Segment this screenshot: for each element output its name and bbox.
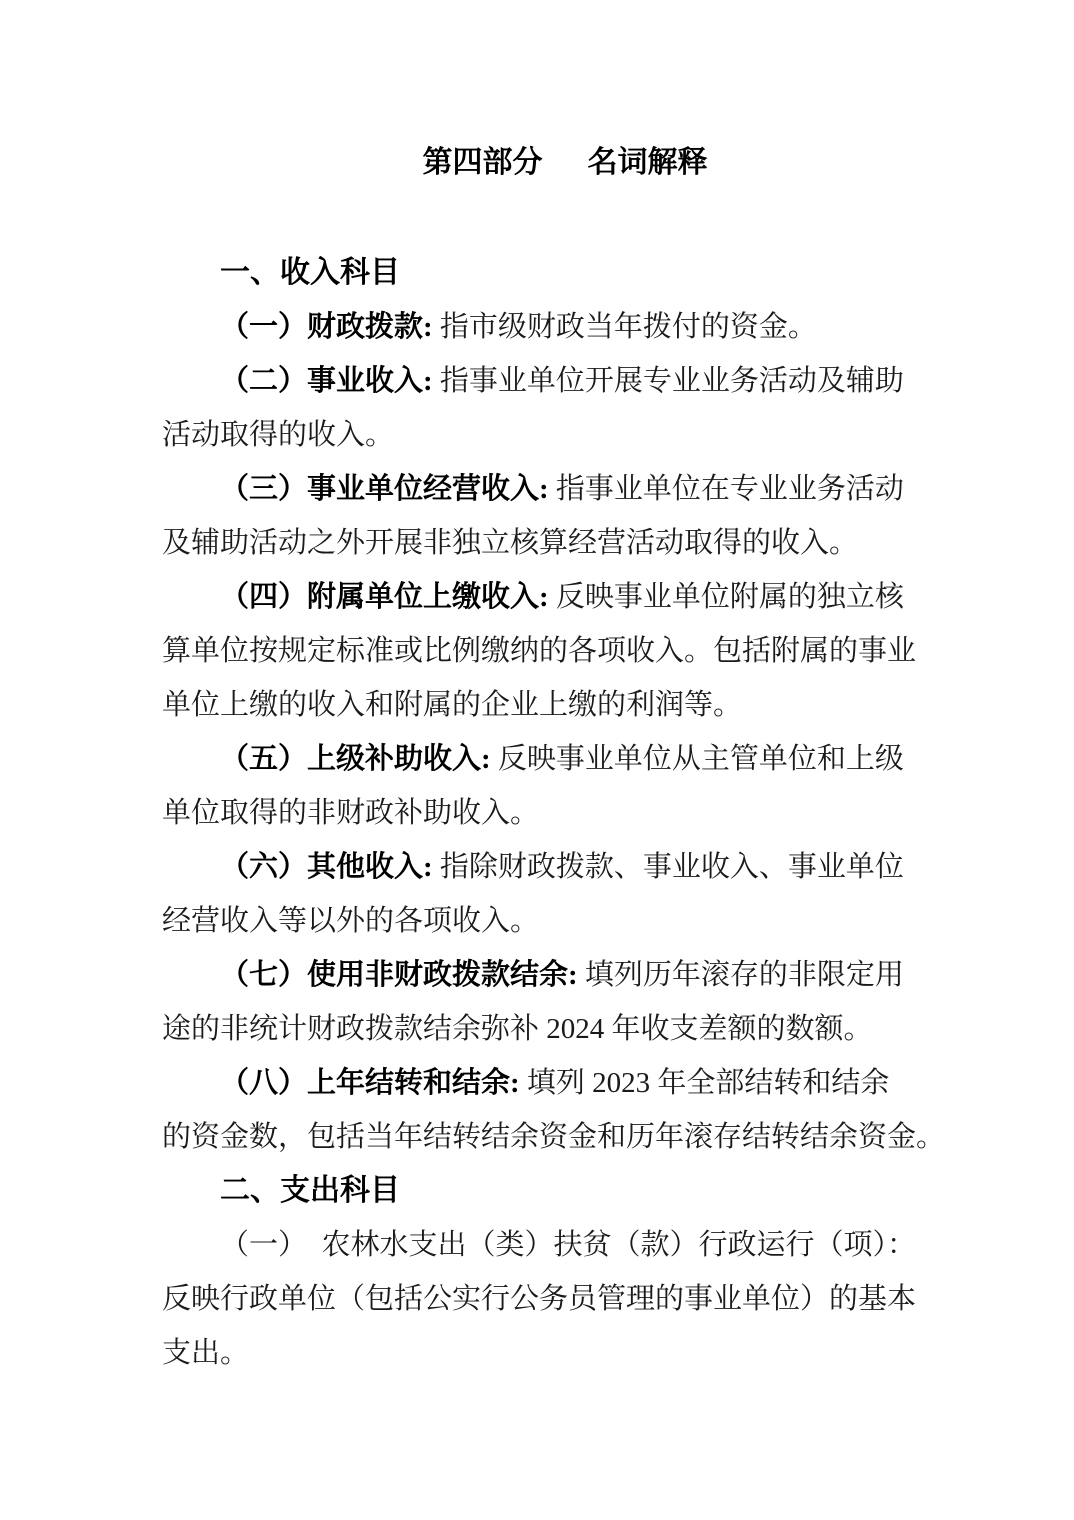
text-line	[162, 516, 940, 570]
text-line	[162, 408, 940, 462]
text-line	[162, 786, 940, 840]
text-line-content: 反映行政单位（包括公实行公务员管理的事业单位）的基本	[162, 1283, 917, 1315]
text-line-content: 途的非统计财政拨款结余弥补 2024 年收支差额的数额。	[162, 1013, 873, 1045]
text-line-content: 单位上缴的收入和附属的企业上缴的利润等。	[162, 689, 743, 721]
term-label: （五）上级补助收入:	[220, 743, 491, 775]
text-line	[162, 678, 940, 732]
term-definition-line	[162, 840, 940, 894]
text-line-content: 及辅助活动之外开展非独立核算经营活动取得的收入。	[162, 527, 859, 559]
text-line-content: 活动取得的收入。	[162, 419, 395, 451]
term-text: 指市级财政当年拨付的资金。	[432, 311, 817, 343]
term-text: 填列 2023 年全部结转和结余	[519, 1067, 890, 1099]
term-text: 反映事业单位从主管单位和上级	[490, 743, 904, 775]
term-definition-line	[162, 732, 940, 786]
text-line	[162, 894, 940, 948]
term-label: （二）事业收入:	[220, 365, 433, 397]
text-line-content: 算单位按规定标准或比例缴纳的各项收入。包括附属的事业	[162, 635, 917, 667]
section-heading-income	[162, 246, 940, 300]
term-label: （四）附属单位上缴收入:	[220, 581, 549, 613]
page-title-name: 名词解释	[587, 146, 708, 179]
term-text: 指除财政拨款、事业收入、事业单位	[432, 851, 904, 883]
term-text: 指事业单位在专业业务活动	[548, 473, 904, 505]
text-line-content: （一） 农林水支出（类）扶贫（款）行政运行（项）：	[220, 1229, 917, 1261]
section-heading-text: 二、支出科目	[220, 1174, 400, 1207]
term-text: 填列历年滚存的非限定用	[577, 959, 904, 991]
term-definition-line	[162, 462, 940, 516]
term-text: 指事业单位开展专业业务活动及辅助	[432, 365, 904, 397]
term-label: （三）事业单位经营收入:	[220, 473, 549, 505]
section-heading-expenditure	[162, 1164, 940, 1218]
term-text: 反映事业单位附属的独立核	[548, 581, 904, 613]
text-line	[162, 624, 940, 678]
text-line-content: 单位取得的非财政补助收入。	[162, 797, 540, 829]
text-line	[162, 1218, 940, 1272]
term-definition-line	[162, 1056, 940, 1110]
document-body	[162, 246, 946, 1380]
term-label: （六）其他收入:	[220, 851, 433, 883]
term-label: （七）使用非财政拨款结余:	[220, 959, 578, 991]
term-label: （八）上年结转和结余:	[220, 1067, 520, 1099]
text-line-content: 支出。	[162, 1337, 250, 1369]
term-definition-line	[162, 300, 940, 354]
text-line	[162, 1272, 940, 1326]
page-title	[28, 0, 1074, 180]
term-definition-line	[162, 570, 940, 624]
text-line	[162, 1002, 940, 1056]
section-heading-text: 一、收入科目	[220, 256, 400, 289]
text-line	[162, 1110, 946, 1164]
page-title-part: 第四部分	[422, 146, 543, 179]
text-line-content: 的资金数，包括当年结转结余资金和历年滚存结转结余资金。	[162, 1121, 946, 1153]
term-label: （一）财政拨款:	[220, 311, 433, 343]
term-definition-line	[162, 354, 940, 408]
text-line-content: 经营收入等以外的各项收入。	[162, 905, 540, 937]
text-line	[162, 1326, 940, 1380]
term-definition-line	[162, 948, 940, 1002]
